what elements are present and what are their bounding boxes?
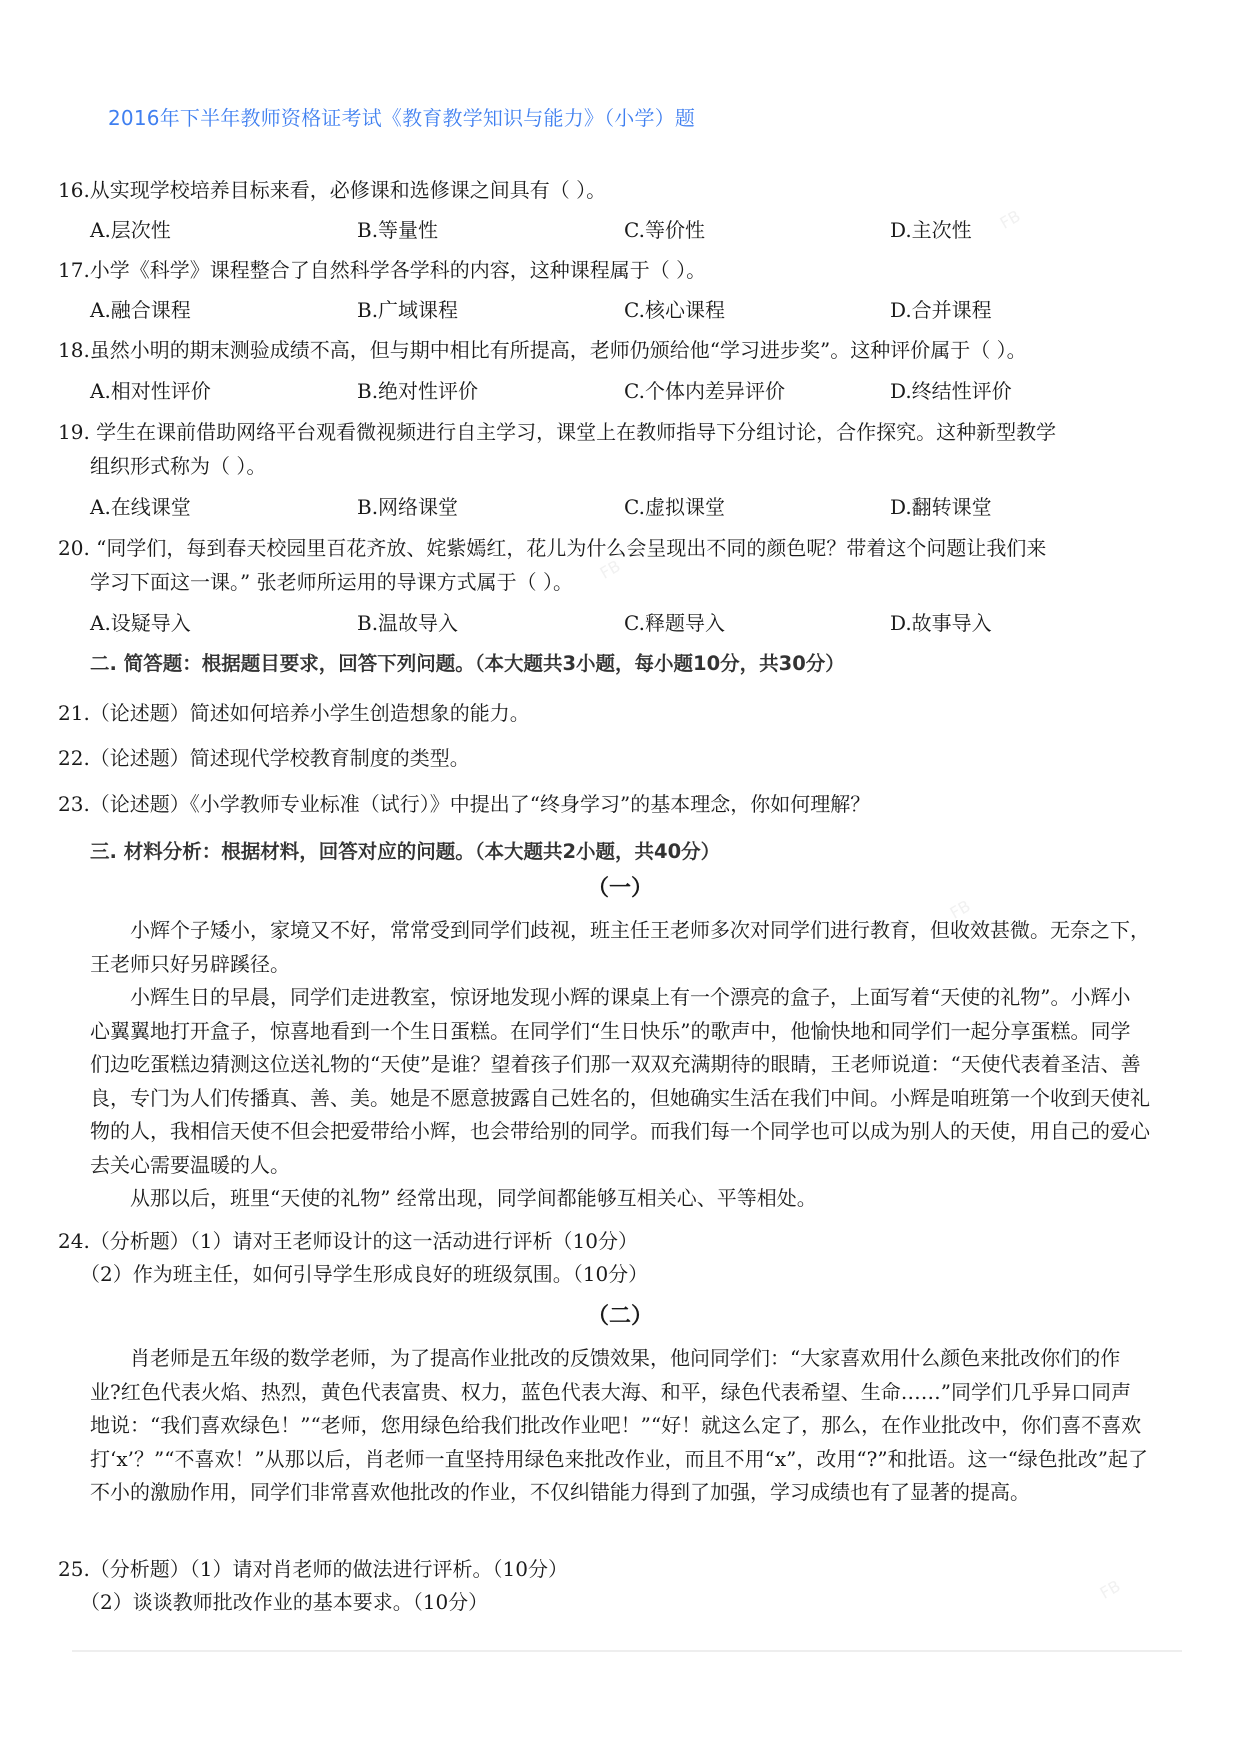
question-25-part1: 25.（分析题）（1）请对肖老师的做法进行评析。（10分）: [58, 1557, 568, 1581]
question-16-option-c: C.等价性: [624, 218, 705, 242]
material-1-text: [90, 914, 1150, 1216]
question-18-option-a: A.相对性评价: [90, 379, 211, 403]
question-17-option-a: A.融合课程: [90, 298, 191, 322]
question-17-option-c: C.核心课程: [624, 298, 725, 322]
question-17-option-d: D.合并课程: [890, 298, 992, 322]
material-1-paragraph: 小辉生日的早晨，同学们走进教室，惊讶地发现小辉的课桌上有一个漂亮的盒子，上面写着“天使的礼物”。小辉小心翼翼地打开盒子，惊喜地看到一个生日蛋糕。在同学们“生日快乐”的歌声中，他愉快地和同学们一起分享蛋糕。同学们边吃蛋糕边猜测这位送礼物的“天使”是谁？望着孩子们那一双双充满期待的眼睛，王老师说道：“天使代表着圣洁、善良，专门为人们传播真、善、美。她是不愿意披露自己姓名的，但她确实生活在我们中间。小辉是咱班第一个收到天使礼物的人，我相信天使不但会把爱带给小辉，也会带给别的同学。而我们每一个同学也可以成为别人的天使，用自己的爱心去关心需要温暖的人。: [90, 985, 1150, 1177]
question-18-option-c: C.个体内差异评价: [624, 379, 785, 403]
question-19-option-d: D.翻转课堂: [890, 495, 992, 519]
material-1-paragraph: 小辉个子矮小，家境又不好，常常受到同学们歧视，班主任王老师多次对同学们进行教育，但收效甚微。无奈之下，王老师只好另辟蹊径。: [90, 918, 1150, 976]
material-1-paragraph: 从那以后，班里“天使的礼物” 经常出现，同学间都能够互相关心、平等相处。: [130, 1186, 817, 1210]
material-2-text: [90, 1342, 1150, 1510]
question-16-option-b: B.等量性: [357, 218, 439, 242]
question-20-option-a: A.设疑导入: [90, 611, 191, 635]
watermark-logo-icon: FB: [996, 206, 1024, 233]
question-19-option-a: A.在线课堂: [90, 495, 191, 519]
question-25-part2: （2）谈谈教师批改作业的基本要求。（10分）: [80, 1590, 489, 1614]
material-2-paragraph: 肖老师是五年级的数学老师，为了提高作业批改的反馈效果，他问同学们：“大家喜欢用什么颜色来批改你们的作业?红色代表火焰、热烈，黄色代表富贵、权力，蓝色代表大海、和平，绿色代表希望、生命……”同学们几乎异口同声地说：“我们喜欢绿色！”“老师，您用绿色给我们批改作业吧！”“好！就这么定了，那么，在作业批改中，你们喜不喜欢打‘x’？”“不喜欢！”从那以后，肖老师一直坚持用绿色来批改作业，而且不用“x”，改用“?”和批语。这一“绿色批改”起了不小的激励作用，同学们非常喜欢他批改的作业，不仅纠错能力得到了加强，学习成绩也有了显著的提高。: [90, 1346, 1149, 1504]
question-23: 23.（论述题）《小学教师专业标准（试行）》中提出了“终身学习”的基本理念，你如何理解？: [58, 792, 871, 816]
question-16-option-a: A.层次性: [90, 218, 171, 242]
question-19-option-c: C.虚拟课堂: [624, 495, 725, 519]
question-20-option-c: C.释题导入: [624, 611, 725, 635]
watermark-logo-icon: FB: [1096, 1576, 1124, 1603]
page-title: 2016年下半年教师资格证考试《教育教学知识与能力》（小学）题: [108, 106, 696, 130]
question-20-option-b: B.温故导入: [357, 611, 459, 635]
question-16-stem: 16.从实现学校培养目标来看，必修课和选修课之间具有（ ）。: [58, 178, 607, 202]
material-2-label: （二）: [586, 1303, 653, 1329]
question-20-stem-line1: 20. “同学们，每到春天校园里百花齐放、姹紫嫣红，花儿为什么会呈现出不同的颜色呢？带着这个问题让我们来: [58, 536, 1047, 560]
question-17-stem: 17.小学《科学》课程整合了自然科学各学科的内容，这种课程属于（ ）。: [58, 258, 707, 282]
question-16-option-d: D.主次性: [890, 218, 972, 242]
question-18-option-b: B.绝对性评价: [357, 379, 479, 403]
material-1-label: （一）: [586, 875, 653, 901]
question-18-option-d: D.终结性评价: [890, 379, 1012, 403]
section-2-heading: 二. 简答题：根据题目要求，回答下列问题。（本大题共3小题，每小题10分，共30分）: [90, 652, 845, 675]
question-19-stem-line2: 组织形式称为（ ）。: [90, 454, 267, 478]
question-19-stem-line1: 19. 学生在课前借助网络平台观看微视频进行自主学习，课堂上在教师指导下分组讨论，合作探究。这种新型教学: [58, 420, 1057, 444]
question-20-option-d: D.故事导入: [890, 611, 992, 635]
watermark-logo-icon: FB: [596, 556, 624, 583]
question-18-stem: 18.虽然小明的期末测验成绩不高，但与期中相比有所提高，老师仍颁给他“学习进步奖”。这种评价属于（ ）。: [58, 338, 1027, 362]
question-19-option-b: B.网络课堂: [357, 495, 459, 519]
question-17-option-b: B.广域课程: [357, 298, 459, 322]
question-24-part2: （2）作为班主任，如何引导学生形成良好的班级氛围。（10分）: [80, 1262, 649, 1286]
watermark-logo-icon: FB: [946, 896, 974, 923]
question-24-part1: 24.（分析题）（1）请对王老师设计的这一活动进行评析（10分）: [58, 1229, 638, 1253]
page-divider: [72, 1650, 1182, 1652]
question-20-stem-line2: 学习下面这一课。” 张老师所运用的导课方式属于（ ）。: [90, 570, 573, 594]
question-21: 21.（论述题）简述如何培养小学生创造想象的能力。: [58, 701, 530, 725]
question-22: 22.（论述题）简述现代学校教育制度的类型。: [58, 746, 470, 770]
section-3-heading: 三. 材料分析：根据材料，回答对应的问题。（本大题共2小题，共40分）: [90, 840, 721, 863]
